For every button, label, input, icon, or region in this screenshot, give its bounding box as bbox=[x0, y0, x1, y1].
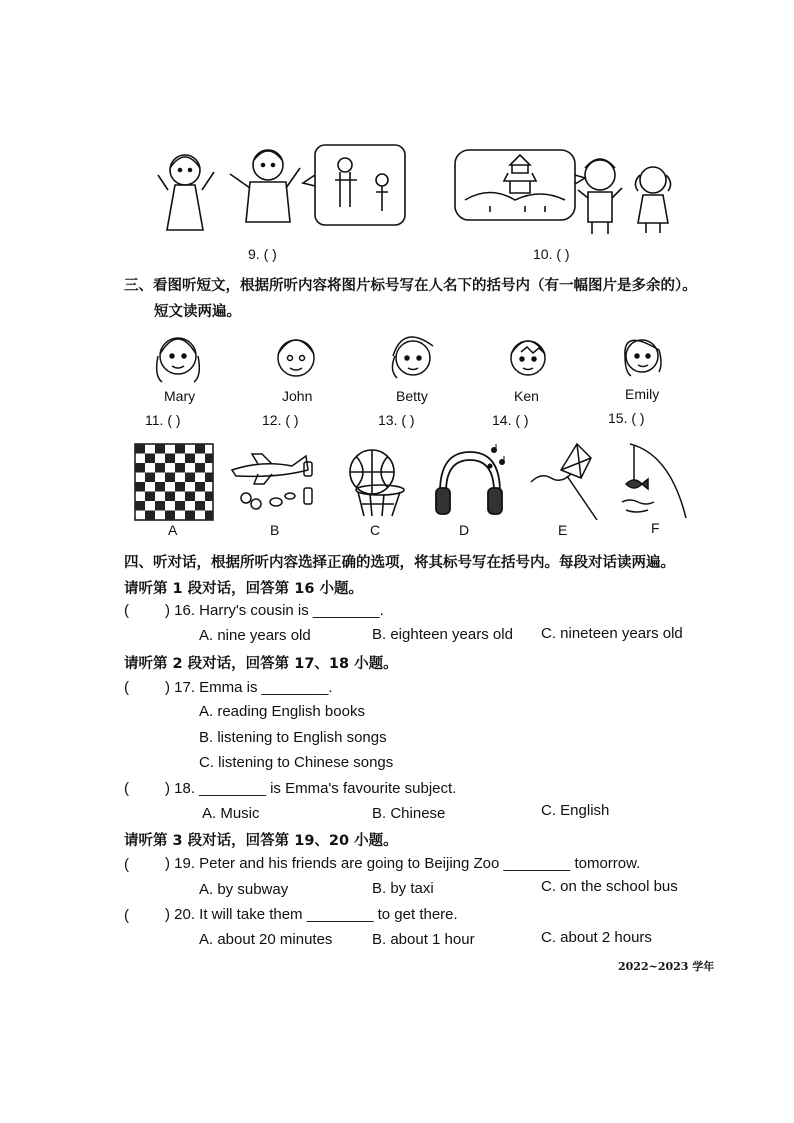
q19-option-a[interactable]: A. by subway bbox=[199, 881, 289, 898]
answer-bracket-20[interactable]: ( bbox=[124, 907, 129, 924]
person-name-ken: Ken bbox=[514, 388, 539, 404]
question-15-bracket[interactable]: 15. ( ) bbox=[608, 410, 645, 426]
q17-option-b[interactable]: B. listening to English songs bbox=[199, 729, 387, 746]
picture-label-f: F bbox=[651, 520, 660, 536]
boy-speaking-icon bbox=[230, 150, 300, 222]
fishing-icon bbox=[620, 440, 692, 522]
person-name-john: John bbox=[282, 388, 313, 404]
boy-pointing-icon bbox=[578, 159, 622, 234]
q16-option-c[interactable]: C. nineteen years old bbox=[541, 625, 683, 642]
question-14-bracket[interactable]: 14. ( ) bbox=[492, 412, 529, 428]
question-13-bracket[interactable]: 13. ( ) bbox=[378, 412, 415, 428]
q19-option-b[interactable]: B. by taxi bbox=[372, 880, 434, 897]
question-20-stem: ) 20. It will take them ________ to get there. bbox=[165, 906, 458, 923]
picture-label-a: A bbox=[168, 522, 178, 538]
person-name-betty: Betty bbox=[396, 388, 428, 404]
q19-option-c[interactable]: C. on the school bus bbox=[541, 878, 678, 895]
q17-option-c[interactable]: C. listening to Chinese songs bbox=[199, 754, 394, 771]
q18-option-c[interactable]: C. English bbox=[541, 802, 610, 819]
picture-label-e: E bbox=[558, 522, 568, 538]
q9-picture-group bbox=[150, 140, 410, 240]
question-18-stem: ) 18. ________ is Emma's favourite subject. bbox=[165, 780, 457, 797]
question-9-bracket[interactable]: 9. ( ) bbox=[248, 246, 277, 262]
q20-option-a[interactable]: A. about 20 minutes bbox=[199, 931, 333, 948]
question-17-stem: ) 17. Emma is ________. bbox=[165, 679, 333, 696]
answer-bracket-17[interactable]: ( bbox=[124, 679, 129, 696]
dialog-3-intro: 请听第 3 段对话，回答第 19、20 小题。 bbox=[124, 833, 398, 849]
question-11-bracket[interactable]: 11. ( ) bbox=[145, 412, 181, 428]
person-name-emily: Emily bbox=[625, 386, 660, 402]
kite-icon bbox=[527, 440, 601, 522]
q18-option-a[interactable]: A. Music bbox=[202, 805, 260, 822]
q16-option-b[interactable]: B. eighteen years old bbox=[372, 626, 513, 643]
answer-bracket-16[interactable]: ( bbox=[124, 602, 129, 619]
pagoda-scene-bubble-icon bbox=[455, 150, 585, 220]
section-3-title: 三、看图听短文，根据所听内容将图片标号写在人名下的括号内（有一幅图片是多余的）。 bbox=[124, 278, 697, 294]
q16-option-a[interactable]: A. nine years old bbox=[199, 627, 311, 644]
picture-label-b: B bbox=[270, 522, 280, 538]
question-16-stem: ) 16. Harry's cousin is ________. bbox=[165, 602, 384, 619]
question-10-bracket[interactable]: 10. ( ) bbox=[533, 246, 570, 262]
q10-picture-group bbox=[450, 140, 690, 240]
girl-pigtails-icon bbox=[635, 167, 670, 233]
page-footer-school-year: 2022~2023 学年 bbox=[618, 960, 715, 973]
answer-bracket-19[interactable]: ( bbox=[124, 856, 129, 873]
headphones-icon bbox=[432, 442, 510, 520]
question-19-stem: ) 19. Peter and his friends are going to Beijing Zoo ________ tomorrow. bbox=[165, 855, 641, 872]
girl-speaking-icon bbox=[158, 155, 214, 230]
q20-option-c[interactable]: C. about 2 hours bbox=[541, 929, 652, 946]
portrait-emily-icon bbox=[612, 326, 672, 386]
portrait-mary-icon bbox=[148, 326, 208, 386]
dialog-1-intro: 请听第 1 段对话，回答第 16 小题。 bbox=[124, 581, 363, 597]
section-4-title: 四、听对话，根据所听内容选择正确的选项，将其标号写在括号内。每段对话读两遍。 bbox=[124, 555, 675, 571]
toy-airplane-icon bbox=[228, 448, 320, 518]
q20-option-b[interactable]: B. about 1 hour bbox=[372, 931, 475, 948]
q17-option-a[interactable]: A. reading English books bbox=[199, 703, 365, 720]
picture-label-d: D bbox=[459, 522, 470, 538]
dialog-2-intro: 请听第 2 段对话，回答第 17、18 小题。 bbox=[124, 656, 398, 672]
portrait-betty-icon bbox=[383, 326, 443, 386]
question-12-bracket[interactable]: 12. ( ) bbox=[262, 412, 299, 428]
speech-bubble-icon bbox=[303, 145, 405, 225]
portrait-john-icon bbox=[266, 326, 326, 386]
answer-bracket-18[interactable]: ( bbox=[124, 780, 129, 797]
picture-label-c: C bbox=[370, 522, 381, 538]
q18-option-b[interactable]: B. Chinese bbox=[372, 805, 446, 822]
section-3-title-line2: 短文读两遍。 bbox=[154, 304, 241, 320]
person-name-mary: Mary bbox=[164, 388, 196, 404]
portrait-ken-icon bbox=[498, 326, 558, 386]
basketball-icon bbox=[340, 446, 410, 520]
chessboard-icon bbox=[134, 443, 214, 521]
